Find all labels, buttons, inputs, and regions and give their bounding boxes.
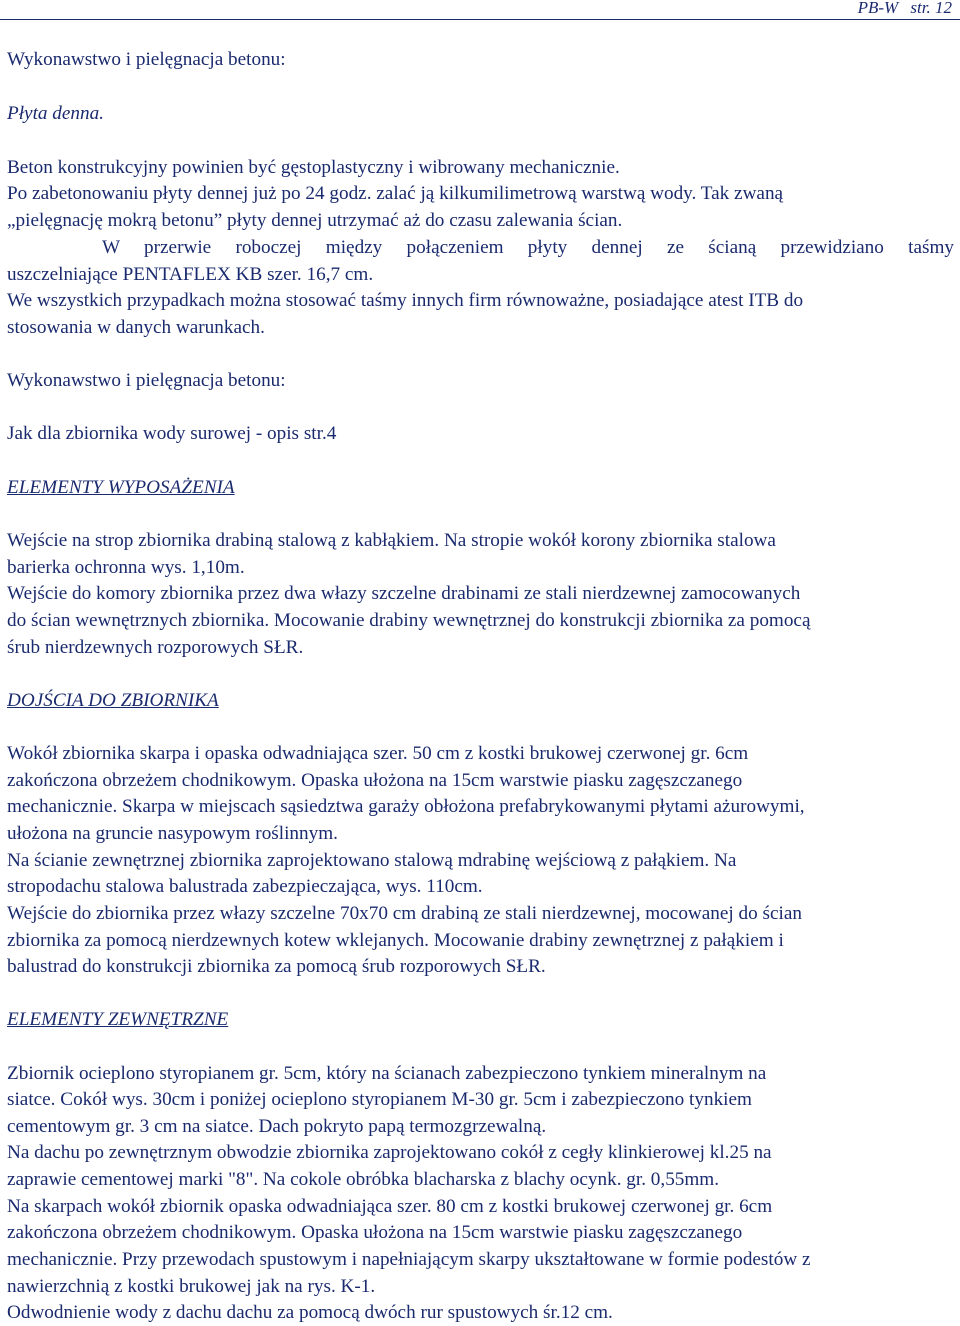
paragraph-line: Odwodnienie wody z dachu dachu za pomocą dwóch rur spustowych śr.12 cm. — [7, 1302, 613, 1323]
section-heading: ELEMENTY WYPOSAŻENIA — [7, 477, 235, 498]
paragraph-line: mechanicznie. Przy przewodach spustowym i napełniającym skarpy ukształtowane w formie podestów z — [7, 1249, 811, 1270]
page-number: str. 12 — [910, 0, 952, 17]
section-heading: Wykonawstwo i pielęgnacja betonu: — [7, 49, 286, 70]
paragraph-line: Beton konstrukcyjny powinien być gęstoplastyczny i wibrowany mechanicznie. — [7, 157, 620, 178]
paragraph-line: zakończona obrzeżem chodnikowym. Opaska ułożona na 15cm warstwie piasku zagęszczanego — [7, 770, 743, 791]
paragraph-line: zaprawie cementowej marki "8". Na cokole obróbka blacharska z blachy ocynk. gr. 0,55mm. — [7, 1169, 720, 1190]
paragraph-line: cementowym gr. 3 cm na siatce. Dach pokryto papą termozgrzewalną. — [7, 1116, 547, 1137]
paragraph-line: do ścian wewnętrznych zbiornika. Mocowanie drabiny wewnętrznej do konstrukcji zbiornika za pomocą — [7, 610, 811, 631]
paragraph-line: zbiornika za pomocą nierdzewnych kotew wklejanych. Mocowanie drabiny zewnętrznej z pałąkiem i — [7, 930, 784, 951]
section-heading: ELEMENTY ZEWNĘTRZNE — [7, 1009, 229, 1030]
paragraph-line: Na dachu po zewnętrznym obwodzie zbiornika zaprojektowano cokół z cegły klinkierowej kl.25 na — [7, 1142, 772, 1163]
paragraph-line: „pielęgnację mokrą betonu” płyty dennej utrzymać aż do czasu zalewania ścian. — [7, 210, 623, 231]
paragraph-line: Wejście do zbiornika przez włazy szczelne 70x70 cm drabiną ze stali nierdzewnej, mocowanej do ścian — [7, 903, 802, 924]
paragraph-line: Wejście do komory zbiornika przez dwa włazy szczelne drabinami ze stali nierdzewnej zamocowanych — [7, 583, 801, 604]
paragraph-line: barierka ochronna wys. 1,10m. — [7, 557, 245, 578]
paragraph-line: Zbiornik ocieplono styropianem gr. 5cm, który na ścianach zabezpieczono tynkiem mineralnym na — [7, 1063, 767, 1084]
doc-code: PB-W — [857, 0, 899, 17]
paragraph-line: Na skarpach wokół zbiornik opaska odwadniająca szer. 80 cm z kostki brukowej czerwonej gr. 6cm — [7, 1196, 773, 1217]
paragraph-line: Jak dla zbiornika wody surowej - opis str.4 — [7, 423, 337, 444]
paragraph-line: We wszystkich przypadkach można stosować taśmy innych firm równoważne, posiadające atest ITB do — [7, 290, 804, 311]
paragraph-line: Wokół zbiornika skarpa i opaska odwadniająca szer. 50 cm z kostki brukowej czerwonej gr. 6cm — [7, 743, 749, 764]
paragraph-line: balustrad do konstrukcji zbiornika za pomocą śrub rozporowych SŁR. — [7, 956, 546, 977]
paragraph-line: stosowania w danych warunkach. — [7, 317, 265, 338]
paragraph-line: Wejście na strop zbiornika drabiną stalową z kabłąkiem. Na stropie wokół korony zbiornika stalowa — [7, 530, 776, 551]
section-heading: Wykonawstwo i pielęgnacja betonu: — [7, 370, 286, 391]
paragraph-line: zakończona obrzeżem chodnikowym. Opaska ułożona na 15cm warstwie piasku zagęszczanego — [7, 1222, 743, 1243]
paragraph-line: stropodachu stalowa balustrada zabezpieczająca, wys. 110cm. — [7, 876, 483, 897]
paragraph-line: śrub nierdzewnych rozporowych SŁR. — [7, 637, 304, 658]
header-text — [850, 0, 952, 18]
paragraph-line: mechanicznie. Skarpa w miejscach sąsiedztwa garaży obłożona prefabrykowanymi płytami ażurowymi, — [7, 796, 805, 817]
page-header — [0, 0, 960, 20]
paragraph-line: siatce. Cokół wys. 30cm i poniżej ocieplono styropianem M-30 gr. 5cm i zabezpieczono tynkiem — [7, 1089, 752, 1110]
paragraph-line: nawierzchnią z kostki brukowej jak na rys. K-1. — [7, 1276, 376, 1297]
section-heading: DOJŚCIA DO ZBIORNIKA — [7, 690, 219, 711]
subheading: Płyta denna. — [7, 103, 104, 124]
paragraph-line: uszczelniające PENTAFLEX KB szer. 16,7 cm. — [7, 264, 374, 285]
paragraph-line: Na ścianie zewnętrznej zbiornika zaprojektowano stalową mdrabinę wejściową z pałąkiem. Na — [7, 850, 737, 871]
paragraph-line: Po zabetonowaniu płyty dennej już po 24 godz. zalać ją kilkumilimetrową warstwą wody. Tak zwaną — [7, 183, 784, 204]
paragraph-line: W przerwie roboczej między połączeniem płyty dennej ze ścianą przewidziano taśmy — [102, 237, 954, 258]
paragraph-line: ułożona na gruncie nasypowym roślinnym. — [7, 823, 338, 844]
